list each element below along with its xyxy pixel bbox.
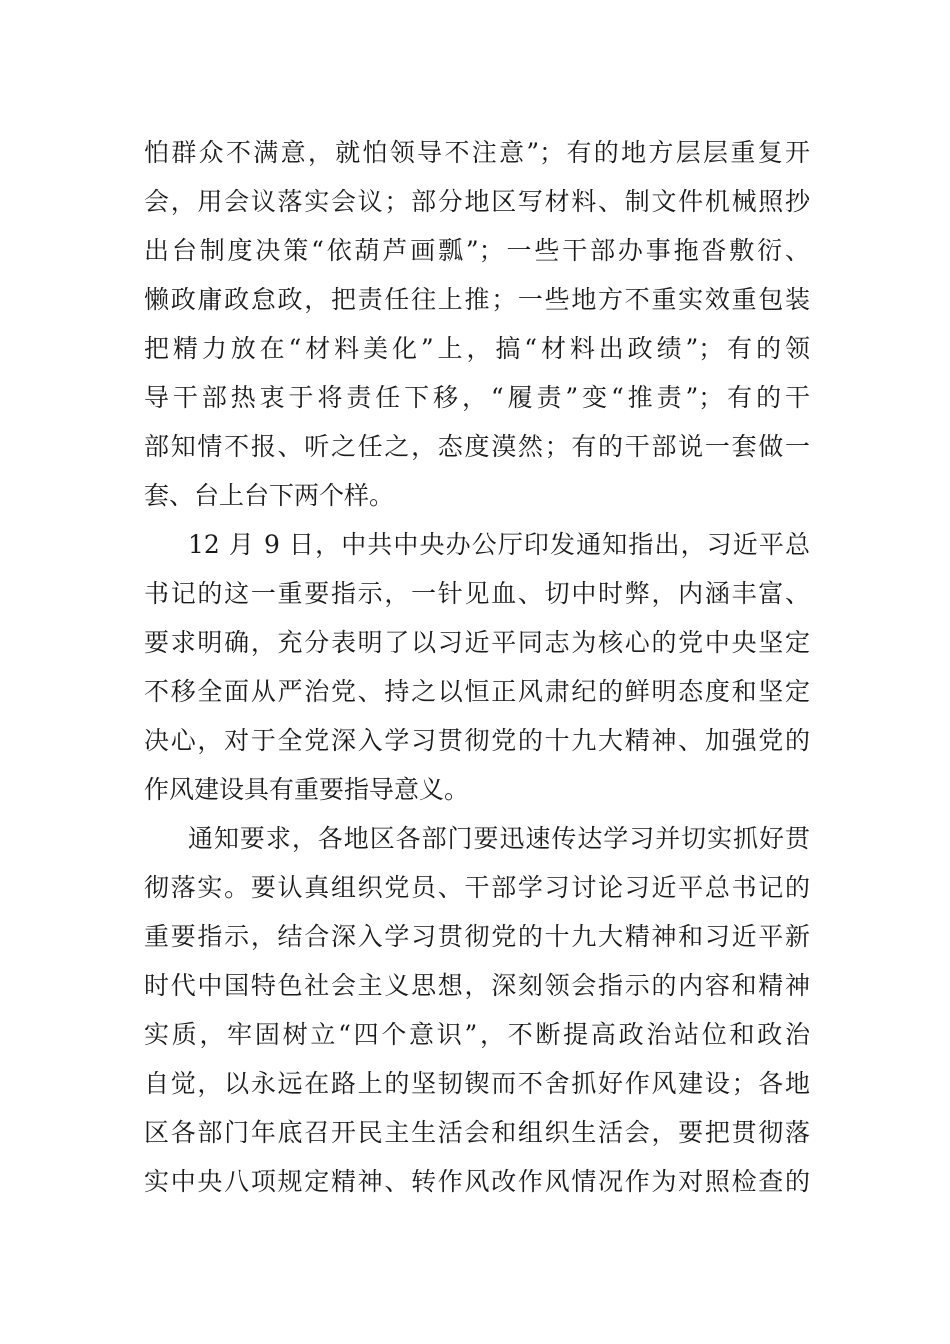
text-line: 实质，牢固树立“四个意识”，不断提高政治站位和政治 xyxy=(144,1020,810,1049)
paragraph-start-line: 12 月 9 日，中共中央办公厅印发通知指出，习近平总 xyxy=(188,530,810,559)
text-line: 懒政庸政怠政，把责任往上推；一些地方不重实效重包装 xyxy=(144,285,810,314)
text-line: 自觉，以永远在路上的坚韧锲而不舍抓好作风建设；各地 xyxy=(144,1069,810,1098)
text-line: 重要指示，结合深入学习贯彻党的十九大精神和习近平新 xyxy=(144,922,810,951)
text-line: 实中央八项规定精神、转作风改作风情况作为对照检查的 xyxy=(144,1167,810,1196)
document-body xyxy=(144,128,810,1206)
text-line: 彻落实。要认真组织党员、干部学习讨论习近平总书记的 xyxy=(144,873,810,902)
text-line: 时代中国特色社会主义思想，深刻领会指示的内容和精神 xyxy=(144,971,810,1000)
text-line: 出台制度决策“依葫芦画瓢”；一些干部办事拖沓敷衍、 xyxy=(144,236,810,265)
paragraph-end-line: 作风建设具有重要指导意义。 xyxy=(144,775,470,804)
text-line: 区各部门年底召开民主生活会和组织生活会，要把贯彻落 xyxy=(144,1118,810,1147)
text-line: 把精力放在“材料美化”上，搞“材料出政绩”；有的领 xyxy=(144,334,810,363)
text-line: 怕群众不满意，就怕领导不注意”；有的地方层层重复开 xyxy=(144,138,810,167)
paragraph-end-line: 套、台上台下两个样。 xyxy=(144,481,395,510)
text-line: 导干部热衷于将责任下移，“履责”变“推责”；有的干 xyxy=(144,383,810,412)
text-line: 决心，对于全党深入学习贯彻党的十九大精神、加强党的 xyxy=(144,726,810,755)
text-line: 要求明确，充分表明了以习近平同志为核心的党中央坚定 xyxy=(144,628,810,657)
text-line: 书记的这一重要指示，一针见血、切中时弊，内涵丰富、 xyxy=(144,579,810,608)
text-line: 部知情不报、听之任之，态度漠然；有的干部说一套做一 xyxy=(144,432,810,461)
paragraph-start-line: 通知要求，各地区各部门要迅速传达学习并切实抓好贯 xyxy=(188,824,810,853)
text-line: 会，用会议落实会议；部分地区写材料、制文件机械照抄 xyxy=(144,187,810,216)
text-line: 不移全面从严治党、持之以恒正风肃纪的鲜明态度和坚定 xyxy=(144,677,810,706)
